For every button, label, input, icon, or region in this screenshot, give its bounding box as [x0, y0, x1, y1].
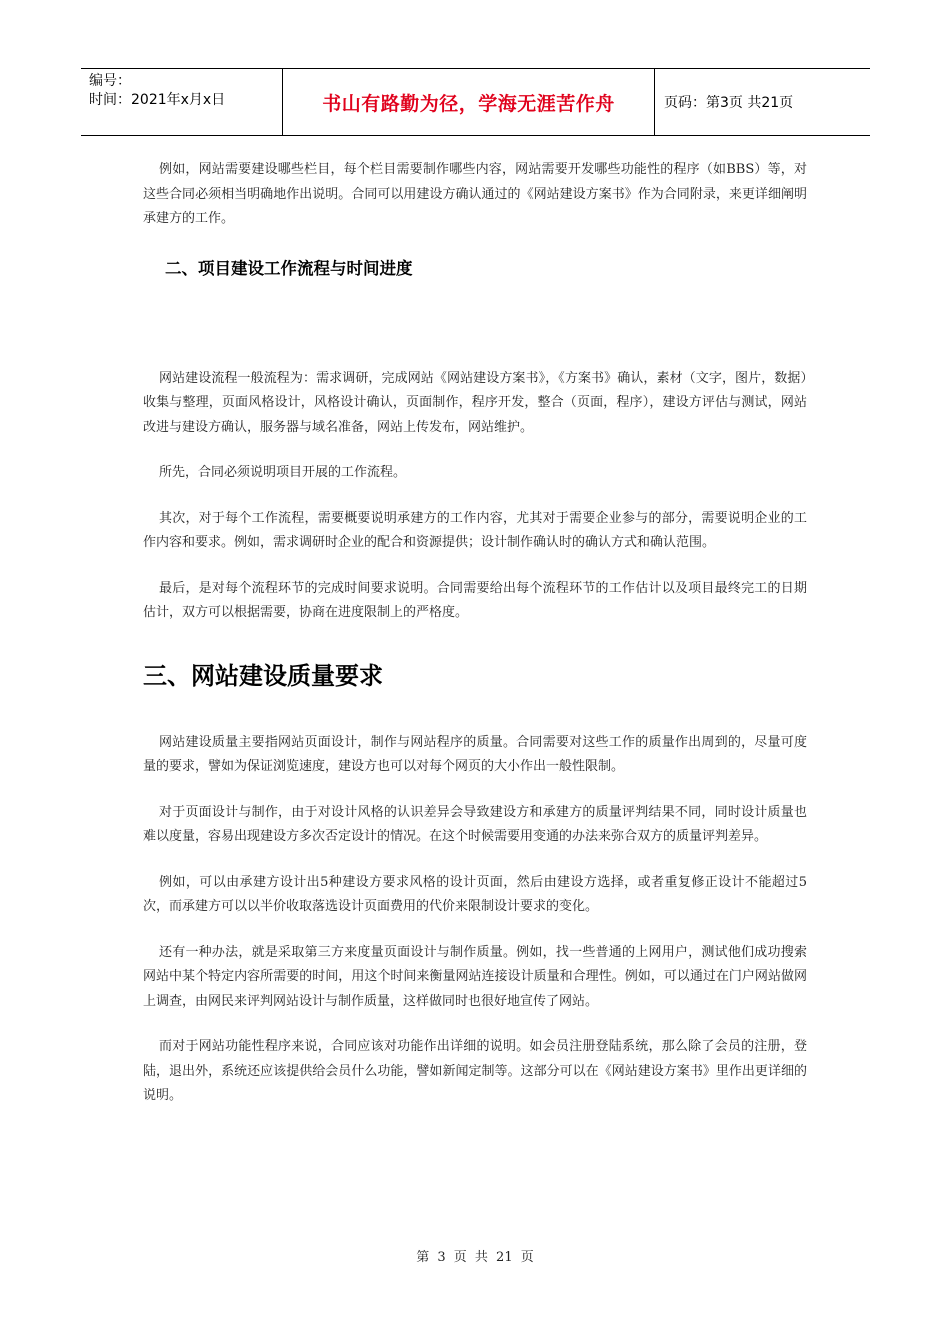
section-2-paragraph: 最后，是对每个流程环节的完成时间要求说明。合同需要给出每个流程环节的工作估计以及项目最终完工的日期估计，双方可以根据需要，协商在进度限制上的严格度。	[143, 580, 807, 620]
header-page-code: 页码：第3页 共21页	[664, 95, 794, 111]
document-body	[143, 158, 807, 1109]
document-header	[81, 68, 870, 136]
section-2-paragraph: 其次，对于每个工作流程，需要概要说明承建方的工作内容，尤其对于需要企业参与的部分，需要说明企业的工作内容和要求。例如，需求调研时企业的配合和资源提供；设计制作确认时的确认方式和确认范围。	[143, 510, 807, 550]
header-time: 时间：2021年x月x日	[89, 92, 226, 108]
section-3-paragraph: 例如，可以由承建方设计出5种建设方要求风格的设计页面，然后由建设方选择，或者重复修正设计不能超过5次，而承建方可以以半价收取落选设计页面费用的代价来限制设计要求的变化。	[143, 874, 807, 914]
header-motto: 书山有路勤为径，学海无涯苦作舟	[283, 69, 655, 135]
section-2-paragraph: 所先，合同必须说明项目开展的工作流程。	[159, 465, 407, 480]
section-3-paragraph: 而对于网站功能性程序来说，合同应该对功能作出详细的说明。如会员注册登陆系统，那么除了会员的注册，登陆，退出外，系统还应该提供给会员什么功能，譬如新闻定制等。这部分可以在《网站建设方案书》里作出更详细的说明。	[143, 1039, 807, 1103]
section-3-paragraph: 对于页面设计与制作，由于对设计风格的认识差异会导致建设方和承建方的质量评判结果不同，同时设计质量也难以度量，容易出现建设方多次否定设计的情况。在这个时候需要用变通的办法来弥合双方的质量评判差异。	[143, 804, 807, 844]
page-footer: 第 3 页 共 21 页	[416, 1250, 534, 1265]
section-3-paragraph: 网站建设质量主要指网站页面设计，制作与网站程序的质量。合同需要对这些工作的质量作出周到的，尽量可度量的要求，譬如为保证浏览速度，建设方也可以对每个网页的大小作出一般性限制。	[143, 734, 807, 774]
header-meta	[81, 69, 283, 135]
intro-paragraph: 例如，网站需要建设哪些栏目，每个栏目需要制作哪些内容，网站需要开发哪些功能性的程序（如BBS）等，对这些合同必须相当明确地作出说明。合同可以用建设方确认通过的《网站建设方案书》作为合同附录，来更详细阐明承建方的工作。	[143, 162, 807, 226]
header-number: 编号：	[89, 73, 131, 89]
section-3-paragraph: 还有一种办法，就是采取第三方来度量页面设计与制作质量。例如，找一些普通的上网用户，测试他们成功搜索网站中某个特定内容所需要的时间，用这个时间来衡量网站连接设计质量和合理性。例如，可以通过在门户网站做网上调查，由网民来评判网站设计与制作质量，这样做同时也很好地宣传了网站。	[143, 944, 807, 1009]
section-2-paragraph: 网站建设流程一般流程为：需求调研，完成网站《网站建设方案书》，《方案书》确认，素材（文字，图片，数据）收集与整理，页面风格设计，风格设计确认，页面制作，程序开发，整合（页面，程序），建设方评估与测试，网站改进与建设方确认，服务器与域名准备，网站上传发布，网站维护。	[143, 370, 807, 435]
section-2-heading: 二、项目建设工作流程与时间进度	[165, 258, 413, 278]
section-3-heading: 三、网站建设质量要求	[143, 661, 383, 690]
